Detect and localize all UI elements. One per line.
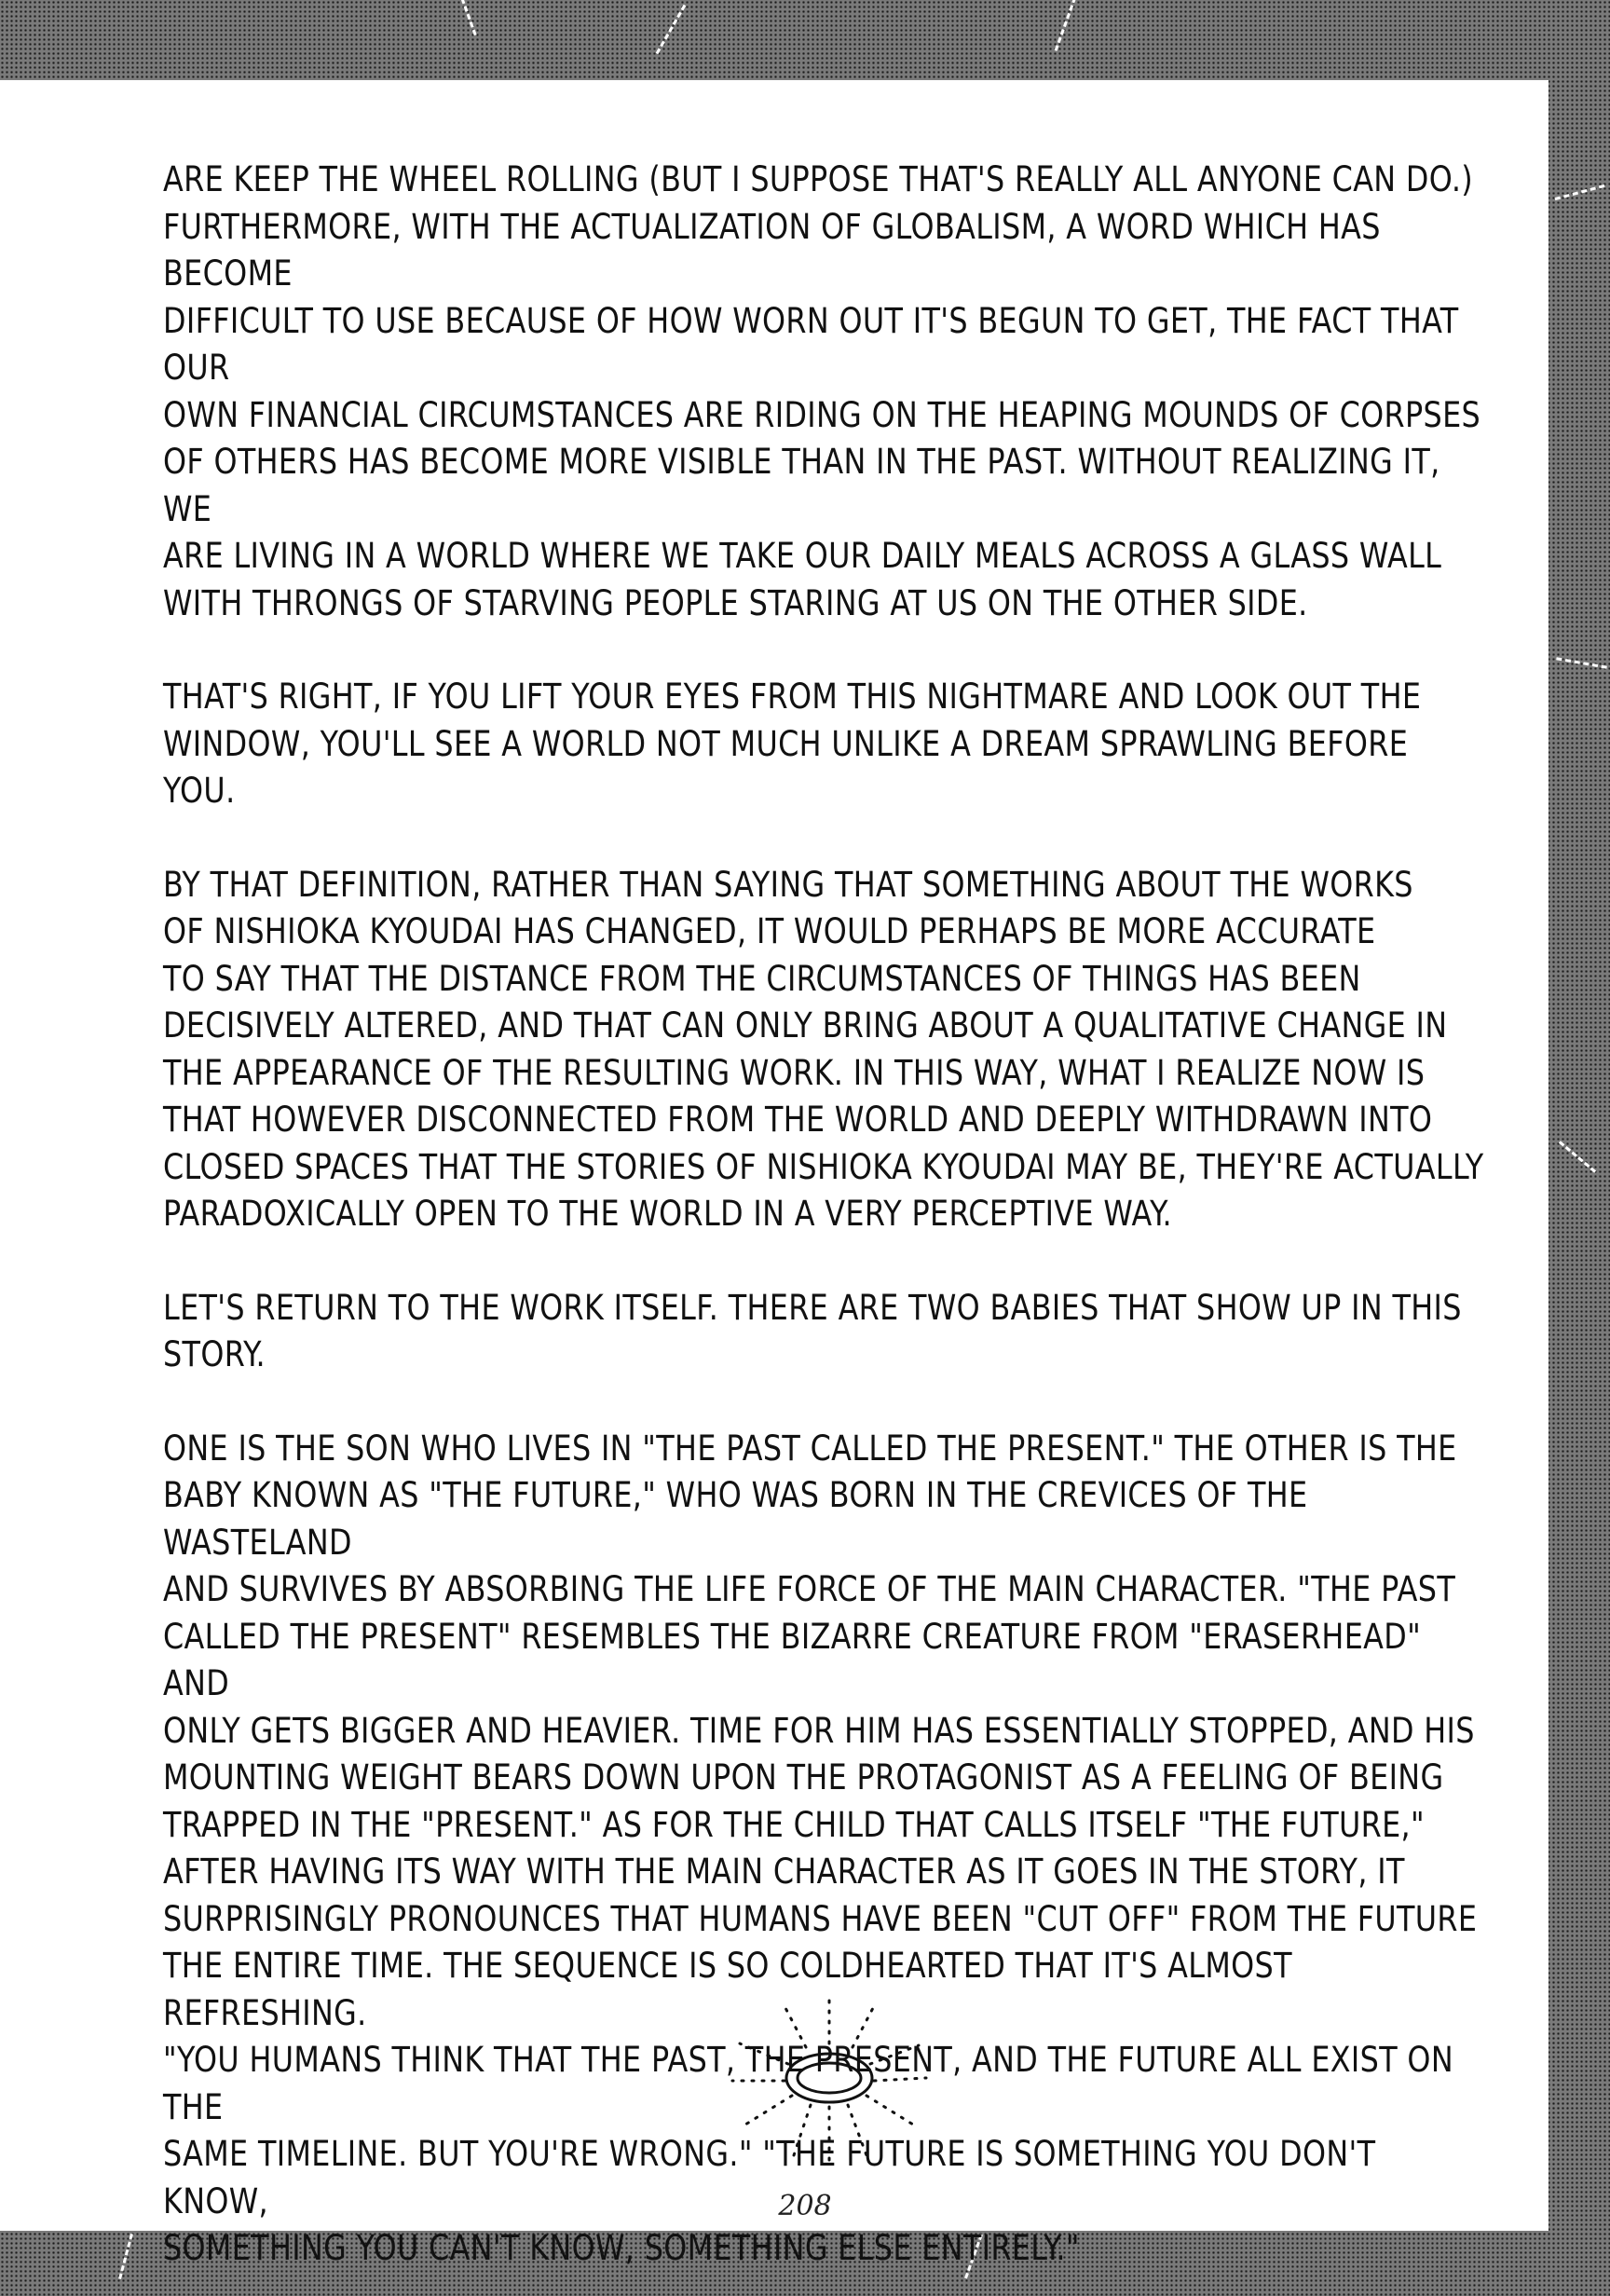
page-number: 208: [778, 2190, 832, 2222]
sun-doodle-icon: [727, 1989, 932, 2166]
border-dash-top-right: [1055, 0, 1080, 51]
paragraph-2: THAT'S RIGHT, IF YOU LIFT YOUR EYES FROM THIS NIGHTMARE AND LOOK OUT THE WINDOW, YOU'LL SEE A WORLD NOT MUCH UNLIKE A DREAM SPRAWLING BEFORE YOU.: [163, 676, 1422, 811]
border-dash-right-3: [1559, 1141, 1596, 1172]
border-dash-top-left: [455, 0, 476, 35]
border-dash-bottom-1: [118, 2234, 133, 2279]
paragraph-3: BY THAT DEFINITION, RATHER THAN SAYING THAT SOMETHING ABOUT THE WORKS OF NISHIOKA KYOUDAI HAS CHANGED, IT WOULD PERHAPS BE MORE ACCURATE TO SAY THAT THE DISTANCE FROM THE CIRCUMSTANCES OF THINGS HAS BEEN DECISIVELY ALTERED, AND THAT CAN ONLY BRING ABOUT A QUALITATIVE CHANGE IN THE APPEARANCE OF THE RESULTING WORK. IN THIS WAY, WHAT I REALIZE NOW IS THAT HOWEVER DISCONNECTED FROM THE WORLD AND DEEPLY WITHDRAWN INTO CLOSED SPACES THAT THE STORIES OF NISHIOKA KYOUDAI MAY BE, THEY'RE ACTUALLY PARADOXICALLY OPEN TO THE WORLD IN A VERY PERCEPTIVE WAY.: [163, 864, 1484, 1234]
border-dash-right-1: [1555, 184, 1605, 200]
essay-text: [163, 157, 1486, 2296]
paragraph-5: ONE IS THE SON WHO LIVES IN "THE PAST CALLED THE PRESENT." THE OTHER IS THE BABY KNOWN AS "THE FUTURE," WHO WAS BORN IN THE CREVICES OF THE WASTELAND AND SURVIVES BY ABSORBING THE LIFE FORCE OF THE MAIN CHARACTER. "THE PAST CALLED THE PRESENT" RESEMBLES THE BIZARRE CREATURE FROM "ERASERHEAD" AND ONLY GETS BIGGER AND HEAVIER. TIME FOR HIM HAS ESSENTIALLY STOPPED, AND HIS MOUNTING WEIGHT BEARS DOWN UPON THE PROTAGONIST AS A FEELING OF BEING TRAPPED IN THE "PRESENT." AS FOR THE CHILD THAT CALLS ITSELF "THE FUTURE," AFTER HAVING ITS WAY WITH THE MAIN CHARACTER AS IT GOES IN THE STORY, IT SURPRISINGLY PRONOUNCES THAT HUMANS HAVE BEEN "CUT OFF" FROM THE FUTURE THE ENTIRE TIME. THE SEQUENCE IS SO COLDHEARTED THAT IT'S ALMOST REFRESHING. "YOU HUMANS THINK THAT THE PAST, THE PRESENT, AND THE FUTURE ALL EXIST ON THE SAME TIMELINE. BUT YOU'RE WRONG." "THE FUTURE IS SOMETHING YOU DON'T KNOW, SOMETHING YOU CAN'T KNOW, SOMETHING ELSE ENTIRELY.": [163, 1428, 1478, 2268]
paragraph-4: LET'S RETURN TO THE WORK ITSELF. THERE ARE TWO BABIES THAT SHOW UP IN THIS STORY.: [163, 1287, 1462, 1374]
border-dash-top-mid: [656, 5, 687, 54]
border-dash-right-2: [1556, 657, 1607, 669]
paragraph-1: ARE KEEP THE WHEEL ROLLING (BUT I SUPPOSE THAT'S REALLY ALL ANYONE CAN DO.) FURTHERMORE, WITH THE ACTUALIZATION OF GLOBALISM, A WORD WHICH HAS BECOME DIFFICULT TO USE BECAUSE OF HOW WORN OUT IT'S BEGUN TO GET, THE FACT THAT OUR OWN FINANCIAL CIRCUMSTANCES ARE RIDING ON THE HEAPING MOUNDS OF CORPSES OF OTHERS HAS BECOME MORE VISIBLE THAN IN THE PAST. WITHOUT REALIZING IT, WE ARE LIVING IN A WORLD WHERE WE TAKE OUR DAILY MEALS ACROSS A GLASS WALL WITH THRONGS OF STARVING PEOPLE STARING AT US ON THE OTHER SIDE.: [163, 159, 1481, 623]
